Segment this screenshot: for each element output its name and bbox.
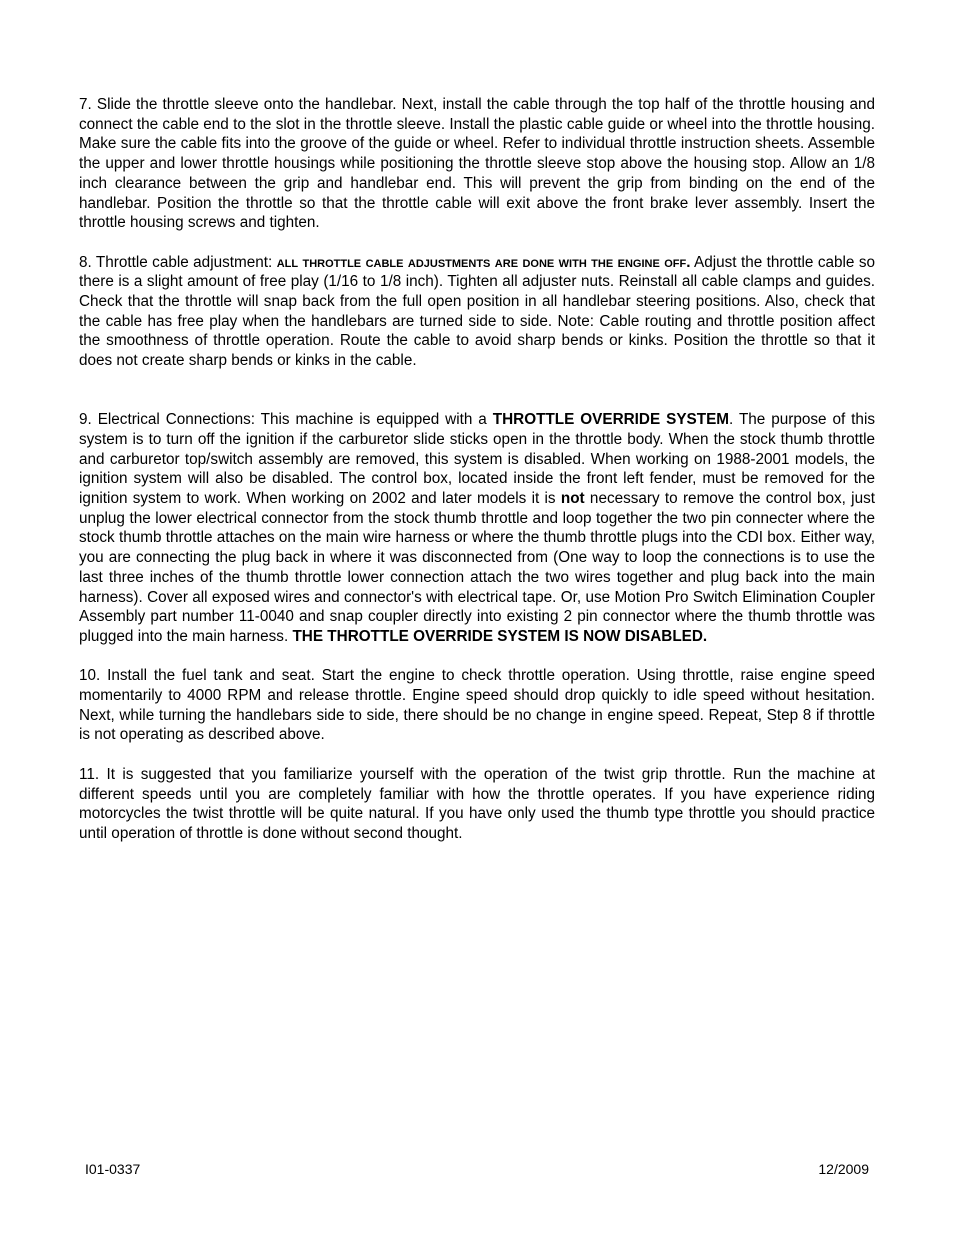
step-9-lead: 9. Electrical Connections: This machine is equipped with a [79,411,493,429]
document-date: 12/2009 [818,1161,869,1177]
step-10-paragraph: 10. Install the fuel tank and seat. Start the engine to check throttle operation. Using throttle, raise engine speed momentarily to 4000 RPM and release throttle. Engine speed should drop quickly to idle speed without hesitation. Next, while turning the handlebars side to side, there should be no change in engine speed. Repeat, Step 8 if throttle is not operating as described above. [79,667,875,744]
step-8-rest: Adjust the throttle cable so there is a slight amount of free play (1/16 to 1/8 inch). Tighten all adjuster nuts. Reinstall all cable clamps and guides. Check that the throttle will snap back from the full open position in all handlebar steering positions. Also, check that the cable has free play when the handlebars are turned side to side. Note: Cable routing and throttle position affect the smoothness of throttle operation. Route the cable to avoid sharp bends or kinks. Position the throttle so that it does not create sharp bends or kinks in the cable. [79,253,875,370]
step-7-paragraph: 7. Slide the throttle sleeve onto the handlebar. Next, install the cable through the top half of the throttle housing and connect the cable end to the slot in the throttle sleeve. Install the plastic cable guide or wheel into the throttle housing. Make sure the cable fits into the groove of the guide or wheel. Refer to individual throttle instruction sheets. Assemble the upper and lower throttle housings while positioning the throttle sleeve stop above the housing stop. Allow an 1/8 inch clearance between the grip and handlebar end. This will prevent the grip from binding on the end of the handlebar. Position the throttle so that the throttle cable will exit above the front brake lever assembly. Insert the throttle housing screws and tighten. [79,96,875,232]
step-9-mid-1: . The purpose of this system is to turn off the ignition if the carburetor slide sticks open in the throttle body. When the stock thumb throttle and carburetor top/switch assembly are removed, this system is disabled. When working on 1988-2001 models, the ignition system will also be disabled. The control box, located inside the front left fender, must be removed for the ignition system to work. When working on 2002 and later models it is [79,411,875,508]
step-8-paragraph [79,253,875,371]
step-9-disabled-notice: THE THROTTLE OVERRIDE SYSTEM IS NOW DISABLED. [292,627,708,645]
step-8-lead: 8. Throttle cable adjustment: [79,253,277,271]
step-9-mid-2: necessary to remove the control box, just unplug the lower electrical connector from the stock thumb throttle and loop together the two pin connecter where the stock thumb throttle attaches on the main wire harness or where the thumb throttle plugs into the CDI box. Either way, you are connecting the plug back in where it was disconnected from (One way to loop the connections is to use the last three inches of the thumb throttle lower connection attach the two wires together and plug back into the main harness). Cover all exposed wires and connector's with electrical tape. Or, use Motion Pro Switch Elimination Coupler Assembly part number 11-0040 and snap coupler directly into existing 2 pin connector where the thumb throttle was plugged into the main harness. [79,490,875,645]
step-9-not-emphasis: not [560,490,585,508]
step-8-warning: all throttle cable adjustments are done with the engine off. [276,253,691,271]
step-11-paragraph: 11. It is suggested that you familiarize yourself with the operation of the twist grip throttle. Run the machine at different speeds until you are completely familiar with how the throttle operates. If you have experience riding motorcycles the twist throttle will be quite natural. If you have only used the thumb type throttle you should practice until operation of throttle is done without second thought. [79,765,875,842]
document-number: I01-0337 [85,1161,141,1177]
instruction-body [79,95,875,844]
step-9-paragraph [79,410,875,646]
step-9-system-name: THROTTLE OVERRIDE SYSTEM [492,411,730,429]
